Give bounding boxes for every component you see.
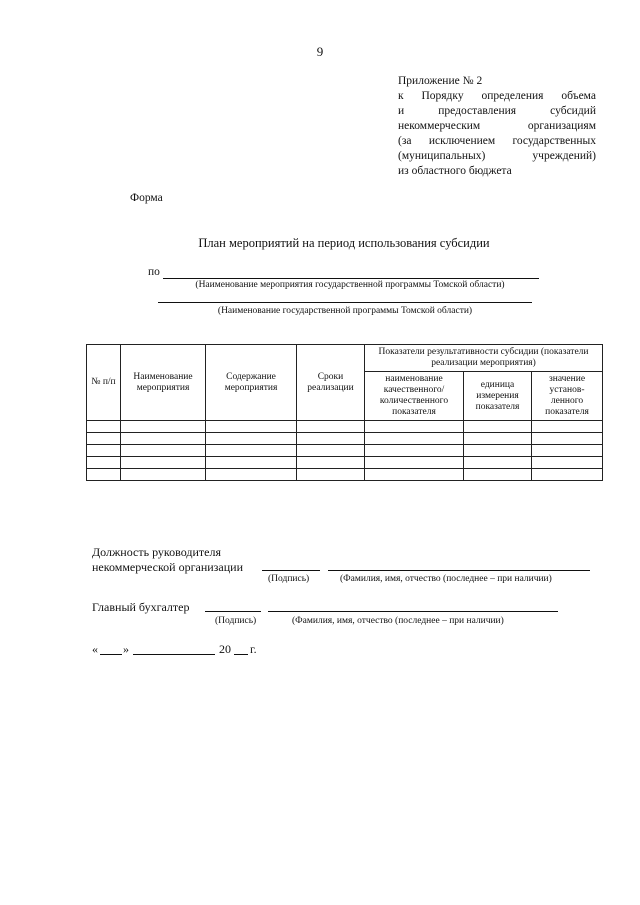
appendix-line: из областного бюджета	[398, 165, 512, 177]
head-signature-caption: (Подпись)	[268, 574, 310, 584]
header-content: Содержание мероприятия	[206, 345, 297, 421]
accountant-signature-caption: (Подпись)	[215, 616, 257, 626]
header-terms: Сроки реализации	[297, 345, 365, 421]
header-unit: единица измерения показателя	[464, 372, 532, 421]
table-row	[87, 445, 603, 457]
program-name-line	[158, 302, 532, 303]
appendix-line: (за исключением государственных	[398, 135, 596, 147]
head-title-line1: Должность руководителя	[92, 545, 221, 559]
head-signature-line	[262, 570, 320, 571]
page-number: 9	[316, 44, 324, 59]
header-event-name: Наименование мероприятия	[121, 345, 206, 421]
table-row	[87, 421, 603, 433]
plan-title: План мероприятий на период использования субсидии	[198, 236, 490, 250]
date-year-line	[234, 654, 248, 655]
date-year-suffix: г.	[250, 642, 257, 656]
date-close-quote: »	[123, 642, 129, 656]
appendix-block	[398, 74, 596, 179]
accountant-fio-caption: (Фамилия, имя, отчество (последнее – при наличии)	[292, 616, 504, 626]
appendix-line: и предоставления субсидий	[398, 105, 596, 117]
date-open-quote: «	[92, 642, 98, 656]
header-indicator-name: наименование качественного/ количественного показателя	[365, 372, 464, 421]
head-fio-line	[328, 570, 590, 571]
accountant-fio-line	[268, 611, 558, 612]
event-name-line	[163, 278, 539, 279]
appendix-line: некоммерческим организациям	[398, 120, 596, 132]
po-prefix: по	[148, 266, 160, 278]
accountant-signature-line	[205, 611, 261, 612]
date-year-prefix: 20	[219, 642, 231, 656]
header-indicators-group: Показатели результативности субсидии (показатели реализации мероприятия)	[365, 345, 603, 372]
appendix-line: к Порядку определения объема	[398, 90, 596, 102]
form-label: Форма	[130, 192, 163, 204]
appendix-line: Приложение № 2	[398, 75, 483, 87]
program-caption: (Наименование государственной программы Томской области)	[217, 306, 473, 316]
table-row	[87, 433, 603, 445]
header-value: значение установ-ленного показателя	[532, 372, 603, 421]
date-month-line	[133, 654, 215, 655]
appendix-line: (муниципальных) учреждений)	[398, 150, 596, 162]
head-title-line2: некоммерческой организации	[92, 560, 244, 574]
event-caption: (Наименование мероприятия государственной программы Томской области)	[195, 280, 505, 290]
table-row	[87, 469, 603, 481]
date-day-line	[100, 654, 122, 655]
table-row	[87, 457, 603, 469]
header-num: № п/п	[87, 345, 121, 421]
accountant-label: Главный бухгалтер	[92, 600, 190, 614]
head-fio-caption: (Фамилия, имя, отчество (последнее – при наличии)	[340, 574, 552, 584]
plan-table	[86, 344, 603, 481]
